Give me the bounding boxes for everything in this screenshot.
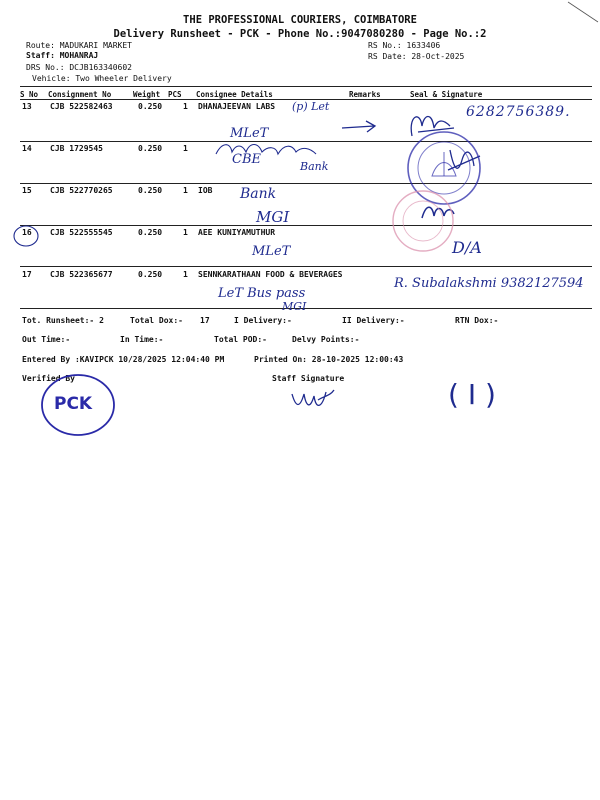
row-rule <box>20 183 592 184</box>
row-weight: 0.250 <box>138 186 163 195</box>
row-pcs: 1 <box>183 270 188 279</box>
ii-delivery: II Delivery:- <box>342 316 405 325</box>
printed-on: Printed On: 28-10-2025 12:00:43 <box>254 355 404 364</box>
row-rule <box>20 225 592 226</box>
handwritten-note: MLeT <box>230 126 269 141</box>
row-sno: 15 <box>22 186 32 195</box>
table-row <box>0 186 600 226</box>
row-sno: 13 <box>22 102 32 111</box>
handwritten-note: Bank <box>300 160 329 173</box>
col-pcs: PCS <box>168 90 182 99</box>
total-pod: Total POD:- <box>214 335 267 344</box>
row-consignment: CJB 522555545 <box>50 228 113 237</box>
delvy-points: Delvy Points:- <box>292 335 360 344</box>
arrow-icon <box>340 120 380 136</box>
col-weight: Weight <box>133 90 161 99</box>
circle-mark-icon <box>12 223 42 249</box>
row-pcs: 1 <box>183 144 188 153</box>
row-pcs: 1 <box>183 186 188 195</box>
company-title: THE PROFESSIONAL COURIERS, COIMBATORE <box>183 14 417 26</box>
staff-signature-label: Staff Signature <box>272 374 345 383</box>
i-delivery: I Delivery:- <box>234 316 292 325</box>
tot-runsheet: Tot. Runsheet:- 2 <box>22 316 104 325</box>
handwritten-note: MGI <box>256 208 290 226</box>
col-seal-signature: Seal & Signature <box>410 90 483 99</box>
handwritten-scribble <box>212 140 322 160</box>
handwritten-note: MGI <box>282 300 307 313</box>
row-consignee: SENNKARATHAAN FOOD & BEVERAGES <box>198 270 343 279</box>
col-sno: S No <box>20 90 39 99</box>
staff-signature-scribble <box>288 386 338 414</box>
col-remarks: Remarks <box>349 90 381 99</box>
row-consignment: CJB 522365677 <box>50 270 113 279</box>
row-sno: 14 <box>22 144 32 153</box>
row-pcs: 1 <box>183 228 188 237</box>
total-dox-value: 17 <box>200 316 210 325</box>
rtn-dox: RTN Dox:- <box>455 316 499 325</box>
in-time: In Time:- <box>120 335 164 344</box>
row-weight: 0.250 <box>138 144 163 153</box>
row-consignee: AEE KUNIYAMUTHUR <box>198 228 276 237</box>
handwritten-note: (p) Let <box>292 100 330 113</box>
out-time: Out Time:- <box>22 335 71 344</box>
row-sno: 17 <box>22 270 32 279</box>
row-consignment: CJB 522770265 <box>50 186 113 195</box>
bank-seal-icon <box>388 186 458 256</box>
drs-number: DRS No.: DCJB163340602 <box>26 63 132 72</box>
row-consignee: DHANAJEEVAN LABS <box>198 102 276 111</box>
handwritten-note: D/A <box>452 238 482 257</box>
row-sno: 16 <box>22 228 32 237</box>
row-weight: 0.250 <box>138 270 163 279</box>
table-top-rule <box>20 86 592 87</box>
row-pcs: 1 <box>183 102 188 111</box>
row-weight: 0.250 <box>138 228 163 237</box>
handwritten-note: MLeT <box>252 244 291 259</box>
handwritten-note: Bank <box>240 186 277 202</box>
row-rule <box>20 266 592 267</box>
footer-mark: ( I ) <box>448 378 496 411</box>
col-consignee: Consignee Details <box>196 90 273 99</box>
col-consignment: Consignment No <box>48 90 112 99</box>
row-consignment: CJB 522582463 <box>50 102 113 111</box>
row-weight: 0.250 <box>138 102 163 111</box>
staff-label: Staff: MOHANRAJ <box>26 51 99 60</box>
pck-stamp-text: PCK <box>54 394 93 414</box>
handwritten-note: LeT Bus pass <box>218 286 306 301</box>
route-label: Route: MADUKARI MARKET <box>26 41 132 50</box>
total-dox-label: Total Dox:- <box>130 316 183 325</box>
table-row <box>0 228 600 268</box>
handwritten-phone: 6282756389. <box>466 104 571 120</box>
vehicle-label: Vehicle: Two Wheeler Delivery <box>32 74 172 83</box>
rs-number: RS No.: 1633406 <box>368 41 441 50</box>
verified-by: Verified By <box>22 374 75 383</box>
handwritten-note: CBE <box>232 152 261 167</box>
handwritten-signature: R. Subalakshmi 9382127594 <box>394 276 584 291</box>
rs-date: RS Date: 28-Oct-2025 <box>368 52 465 61</box>
entered-by: Entered By :KAVIPCK 10/28/2025 12:04:40 PM <box>22 355 225 364</box>
row-consignee: IOB <box>198 186 213 195</box>
row-consignment: CJB 1729545 <box>50 144 103 153</box>
runsheet-subtitle: Delivery Runsheet - PCK - Phone No.:9047080280 - Page No.:2 <box>113 28 487 40</box>
